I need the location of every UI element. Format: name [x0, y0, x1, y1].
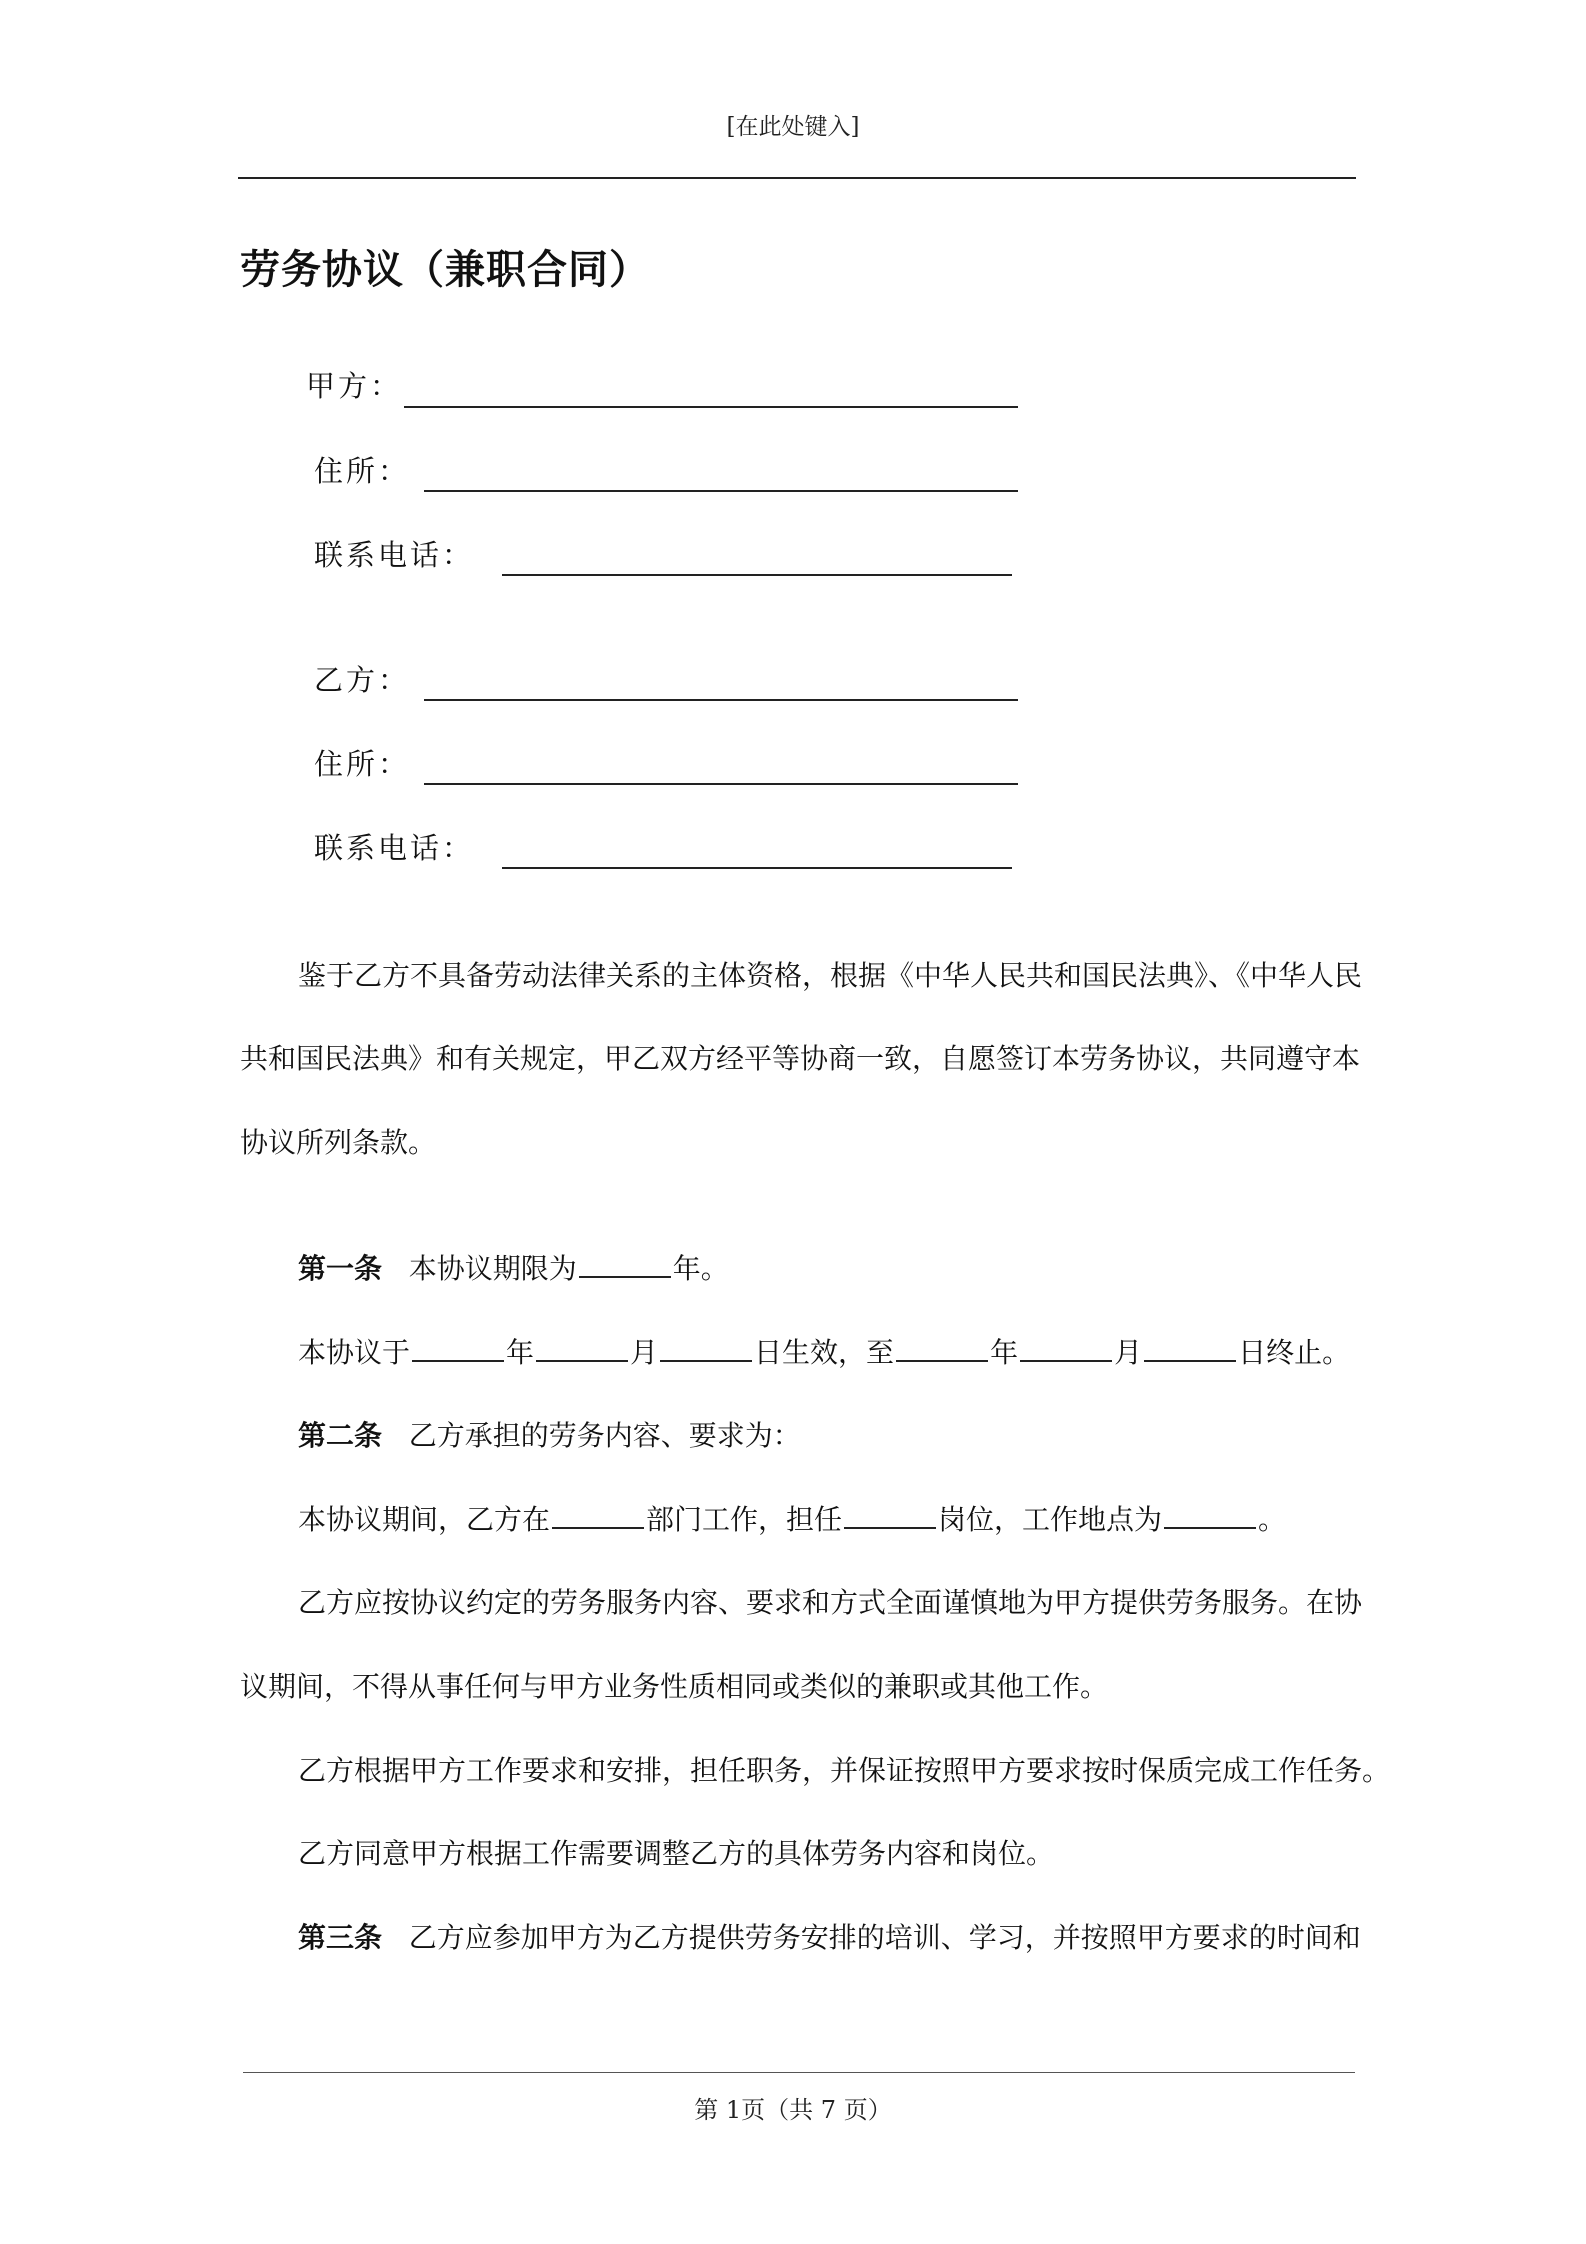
article-1-effective-dates: [240, 1331, 1416, 1371]
duty-department-text: 部门工作，担任: [646, 1503, 843, 1536]
article-1-term-text: 本协议期限为: [408, 1252, 577, 1285]
page-header: [在此处键入]: [726, 114, 860, 140]
preamble-line-2: 共和国民法典》和有关规定，甲乙双方经平等协商一致，自愿签订本劳务协议，共同遵守本: [240, 1042, 1361, 1075]
preamble-line-3: 协议所列条款。: [240, 1126, 437, 1159]
document-title: 劳务协议（兼职合同）: [240, 247, 650, 293]
party-b-name-line[interactable]: [424, 699, 1018, 701]
article-2-paragraph-1-line-2: 议期间，不得从事任何与甲方业务性质相同或类似的兼职或其他工作。: [240, 1670, 1109, 1703]
party-a-address-label: 住所：: [314, 454, 411, 488]
end-month-label: 月: [1114, 1336, 1143, 1369]
article-2-heading: 第二条: [298, 1419, 383, 1452]
header-divider: [238, 177, 1356, 179]
end-year-blank[interactable]: [896, 1334, 988, 1362]
term-years-blank[interactable]: [579, 1250, 671, 1278]
end-month-blank[interactable]: [1020, 1334, 1112, 1362]
article-1-heading: 第一条: [298, 1252, 383, 1285]
article-2-text: 乙方承担的劳务内容、要求为：: [408, 1419, 801, 1452]
article-1-term: [240, 1247, 1416, 1287]
start-month-blank[interactable]: [536, 1334, 628, 1362]
party-b-phone-label: 联系电话：: [314, 831, 475, 865]
party-b-address-label: 住所：: [314, 747, 411, 781]
party-b-phone-line[interactable]: [502, 867, 1012, 869]
duty-end: 。: [1258, 1503, 1287, 1536]
end-day-blank[interactable]: [1144, 1334, 1236, 1362]
start-day-blank[interactable]: [660, 1334, 752, 1362]
article-2-paragraph-3: 乙方同意甲方根据工作需要调整乙方的具体劳务内容和岗位。: [298, 1837, 1055, 1870]
article-3-line-1: [240, 1916, 1416, 1956]
start-year-blank[interactable]: [412, 1334, 504, 1362]
article-3-heading: 第三条: [298, 1921, 383, 1954]
article-1-term-unit: 年。: [672, 1252, 729, 1285]
party-a-phone-line[interactable]: [502, 574, 1012, 576]
party-a-name-label: 甲方：: [306, 369, 403, 403]
party-a-name-line[interactable]: [404, 406, 1018, 408]
party-b-address-line[interactable]: [424, 783, 1018, 785]
post-blank[interactable]: [844, 1501, 936, 1529]
article-2-paragraph-2: 乙方根据甲方工作要求和安排，担任职务，并保证按照甲方要求按时保质完成工作任务。: [298, 1754, 1391, 1787]
article-2-intro: [240, 1414, 1416, 1454]
preamble-line-1: 鉴于乙方不具备劳动法律关系的主体资格，根据《中华人民共和国民法典》、《中华人民: [298, 959, 1363, 992]
article-3-text: 乙方应参加甲方为乙方提供劳务安排的培训、学习，并按照甲方要求的时间和: [408, 1921, 1361, 1954]
start-month-label: 月: [630, 1336, 659, 1369]
footer-divider: [243, 2072, 1355, 2073]
article-2-duty-line: [240, 1498, 1416, 1538]
start-year-label: 年: [506, 1336, 535, 1369]
duty-post-text: 岗位，工作地点为: [938, 1503, 1163, 1536]
party-a-address-line[interactable]: [424, 490, 1018, 492]
end-day-label: 日终止。: [1238, 1336, 1351, 1369]
party-a-phone-label: 联系电话：: [314, 538, 475, 572]
end-year-label: 年: [990, 1336, 1019, 1369]
article-2-paragraph-1-line-1: 乙方应按协议约定的劳务服务内容、要求和方式全面谨慎地为甲方提供劳务服务。在协: [298, 1586, 1363, 1619]
party-b-name-label: 乙方：: [314, 663, 411, 697]
effective-prefix: 本协议于: [298, 1336, 411, 1369]
duty-prefix: 本协议期间，乙方在: [298, 1503, 551, 1536]
start-day-label: 日生效，至: [754, 1336, 895, 1369]
page-number: 第 1页（共 7 页）: [694, 2096, 892, 2124]
department-blank[interactable]: [552, 1501, 644, 1529]
work-location-blank[interactable]: [1164, 1501, 1256, 1529]
